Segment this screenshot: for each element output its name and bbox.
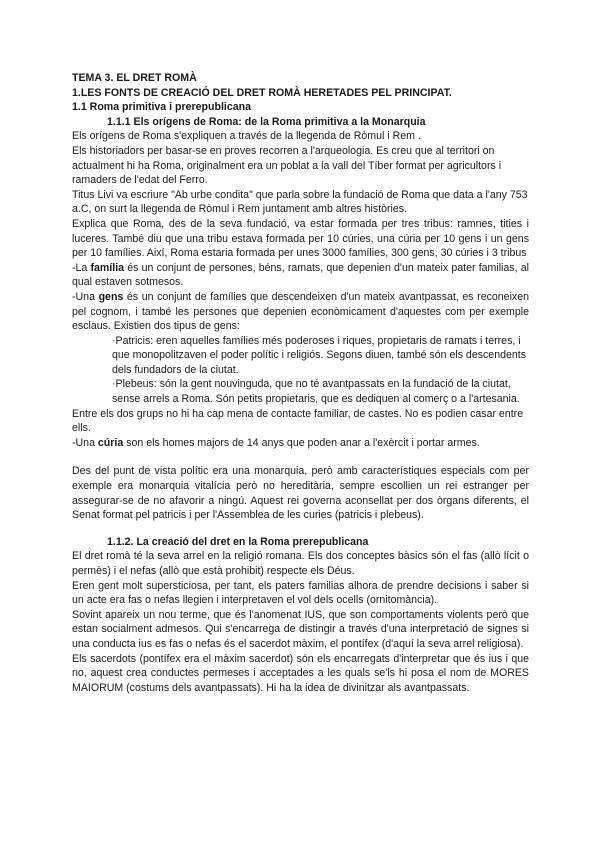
tema-title: TEMA 3. EL DRET ROMÀ [72, 72, 197, 84]
familia-prefix: -La [72, 261, 91, 274]
spacer [72, 523, 529, 535]
section-1-1-1-title: 1.1.1 Els orígens de Roma: de la Roma primitiva a la Monarquia [107, 115, 426, 128]
section-1-1-2-title: 1.1.2. La creació del dret en la Roma prerepublicana [107, 535, 369, 548]
section-title-fonts: 1.LES FONTS DE CREACIÓ DEL DRET ROMÀ HERETADES PEL PRINCIPAT. [72, 86, 452, 99]
section-1-1-title: 1.1 Roma primitiva i prerepublicana [72, 101, 251, 114]
curia-prefix: -Una [72, 436, 98, 449]
familia-term: família [90, 261, 125, 274]
paragraph-gens [72, 290, 529, 334]
document-page [72, 71, 529, 695]
paragraph-origins: Els orígens de Roma s'expliquen a través de la llegenda de Ròmul i Rem . [72, 130, 421, 143]
spacer [72, 450, 529, 464]
document-headings [72, 71, 529, 129]
paragraph-political: Des del punt de vista polític era una monarquia, però amb característiques especials com per exemple era monarquia vitalícia però no hereditària, sempre escollien un rei estranger per assegurar-se de no afavorir a ningú. Aquest rei governa aconsellat per dos òrgans diferents, el Senat format pel patricis i per l'Assemblea de les curies (patricis i plebeus). [72, 465, 529, 522]
gens-term: gens [98, 290, 124, 303]
paragraph-familia [72, 261, 529, 290]
paragraph-sacerdots: Els sacerdots (pontífex era el màxim sacerdot) són els encarregats d'interpretar que és ius i que no, aquest crea conductes permeses i acceptades a les quals se'ls hi posa el nom de MORES MAIORUM (costums dels avantpassats). Hi ha la idea de divinitzar als avantpassats. [72, 652, 529, 694]
curia-term: cúria [97, 436, 124, 449]
bullet-plebeus: ·Plebeus: són la gent nouvinguda, que no té avantpassats en la fundació de la ciutat, sense arrels a Roma. Són petits propietaris, que es dediquen al comerç o a l'artesania. [112, 378, 520, 406]
paragraph-curia [72, 436, 529, 451]
paragraph-titus-livi: Titus Livi va escriure "Ab urbe condita" que parla sobre la fundació de Roma que data a l'any 753 a.C, on surt la llegenda de Ròmul i Rem juntament amb altres històries. [72, 188, 528, 216]
paragraph-dret: El dret romà té la seva arrel en la religió romana. Els dos conceptes bàsics són el fas (allò lícit o permès) i el nefas (allò que està prohibit) respecte els Déus. [72, 550, 529, 577]
paragraph-superstitious: Eren gent molt supersticiosa, per tant, els paters familias alhora de prendre decisions i saber si un acte era fas o nefas llegien i interpretaven el vol dels ocells (ornitomància). [72, 579, 529, 607]
gens-prefix: -Una [72, 290, 99, 303]
gens-definition: és un conjunt de famílies que descendeixen d'un mateix avantpassat, es reconeixen pel cognom, i també les persones que depenien econòmicament d'aquestes com per exemple esclaus. Existien dos tipus de gens: [72, 290, 530, 333]
bullet-patricis: ·Patricis: eren aquelles famílies més poderoses i riques, propietaris de ramats i terres, i que monopolitzaven el poder polític i religiós. Segons diuen, també són els descendents dels fundadors de la ciutat. [112, 334, 527, 376]
familia-definition: és un conjunt de persones, béns, ramats, que depenien d'un mateix pater familias, al qual estaven sotmesos. [72, 261, 529, 289]
paragraph-tribus: Explica que Roma, des de la seva fundació, va estar formada per tres tribus: ramnes, tities i luceres. També diu que una tribu estava formada per 10 cúries, una cúria per 10 gens i un gens per 10 famílies. Així, Roma estaria formada per unes 3000 famílies, 300 gens, 30 cúries i 3 tribus [72, 217, 529, 260]
paragraph-groups: Entre els dos grups no hi ha cap mena de contacte familiar, de castes. No es podien casar entre ells. [72, 407, 524, 435]
curia-definition: son els homes majors de 14 anys que poden anar a l'exèrcit i portar armes. [123, 436, 480, 449]
paragraph-ius: Sovint apareix un nou terme, que és l'anomenat IUS, que son comportaments violents però que estan socialment admesos. Qui s'encarrega de distingir a través d'una interpretació de signes si una conducta ius es fas o nefas és el sacerdot màxim, el pontífex (d'aquí la seva arrel religiosa). [72, 608, 529, 650]
paragraph-historians: Els historiadors per basar-se en proves recorren a l'arqueologia. Es creu que al territori on actualment hi ha Roma, originalment era un poblat a la vall del Tíber format per agricultors i ramaders de l'edat del Ferro. [72, 144, 502, 187]
